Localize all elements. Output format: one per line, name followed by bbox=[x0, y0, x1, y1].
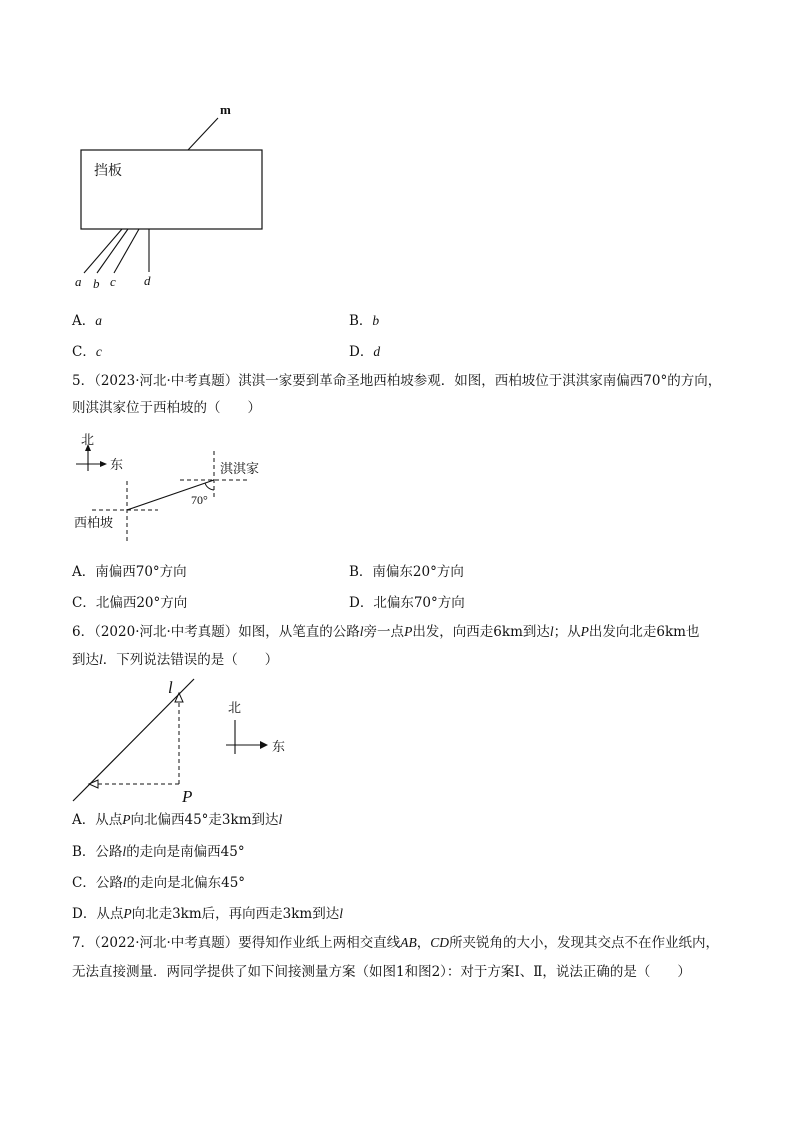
q4-option-a-value: a bbox=[95, 313, 102, 328]
q7-source: （2022·河北·中考真题） bbox=[94, 935, 239, 951]
q7-number: 7． bbox=[72, 935, 95, 951]
q7-stem-line2: 无法直接测量．两同学提供了如下间接测量方案（如图1和图2）：对于方案Ⅰ、Ⅱ，说法正确的是（ ） bbox=[72, 964, 691, 980]
compass-east-label: 东 bbox=[110, 458, 124, 473]
q5-stem-line1: 5．（2023·河北·中考真题）淇淇一家要到革命圣地西柏坡参观．如图，西柏坡位于淇淇家南偏西70°的方向， bbox=[72, 373, 722, 389]
compass2-east-label: 东 bbox=[272, 740, 286, 755]
q6-option-c[interactable]: C．公路l的走向是北偏东45° bbox=[72, 875, 246, 891]
q4-option-b-value: b bbox=[372, 313, 380, 328]
angle-label: 70° bbox=[191, 493, 208, 507]
q4-option-a[interactable]: A．a bbox=[72, 313, 102, 329]
road-l-label: l bbox=[168, 678, 173, 697]
q5-option-d[interactable]: D．北偏东70°方向 bbox=[349, 595, 465, 611]
q6-option-a[interactable]: A．从点P向北偏西45°走3km到达l bbox=[72, 812, 283, 828]
q6-source: （2020·河北·中考真题） bbox=[94, 624, 239, 640]
q5-source: （2023·河北·中考真题） bbox=[94, 373, 239, 389]
q5-option-b[interactable]: B．南偏东20°方向 bbox=[349, 564, 464, 580]
q6-option-b[interactable]: B．公路l的走向是南偏西45° bbox=[72, 844, 245, 860]
q4-option-c-value: c bbox=[95, 344, 102, 359]
point-p-label: P bbox=[182, 787, 193, 806]
q7-stem-line1: 7．（2022·河北·中考真题）要得知作业纸上两相交直线AB，CD所夹锐角的大小，发现其交点不在作业纸内， bbox=[72, 935, 720, 951]
q4-option-d-value: d bbox=[373, 344, 381, 359]
q6-option-d[interactable]: D．从点P向北走3km后，再向西走3km到达l bbox=[72, 906, 343, 922]
label-m: m bbox=[220, 102, 231, 117]
q4-option-b[interactable]: B．b bbox=[349, 313, 380, 329]
q5-option-c[interactable]: C．北偏西20°方向 bbox=[72, 595, 188, 611]
label-c: c bbox=[110, 274, 116, 289]
q5-number: 5． bbox=[72, 373, 95, 389]
compass2-north-label: 北 bbox=[228, 701, 242, 716]
xibaipo-label: 西柏坡 bbox=[74, 516, 114, 531]
q6-stem-line2: 到达l．下列说法错误的是（ ） bbox=[72, 652, 279, 668]
q6-number: 6． bbox=[72, 624, 95, 640]
home-label: 淇淇家 bbox=[220, 462, 260, 477]
compass2-east-arrowhead-icon bbox=[260, 741, 268, 749]
q5-option-a[interactable]: A．南偏西70°方向 bbox=[72, 564, 187, 580]
label-b: b bbox=[93, 276, 100, 291]
label-d: d bbox=[144, 273, 151, 288]
compass-north-label: 北 bbox=[81, 433, 95, 448]
baffle-label: 挡板 bbox=[94, 163, 122, 179]
q4-option-c[interactable]: C．c bbox=[72, 344, 102, 360]
q6-stem-line1: 6．（2020·河北·中考真题）如图，从笔直的公路l旁一点P出发，向西走6km到达l；从P出发向北走6km也 bbox=[72, 624, 700, 640]
label-a: a bbox=[75, 274, 82, 289]
q4-option-d[interactable]: D．d bbox=[349, 344, 381, 360]
q5-stem-line2: 则淇淇家位于西柏坡的（ ） bbox=[72, 400, 261, 416]
